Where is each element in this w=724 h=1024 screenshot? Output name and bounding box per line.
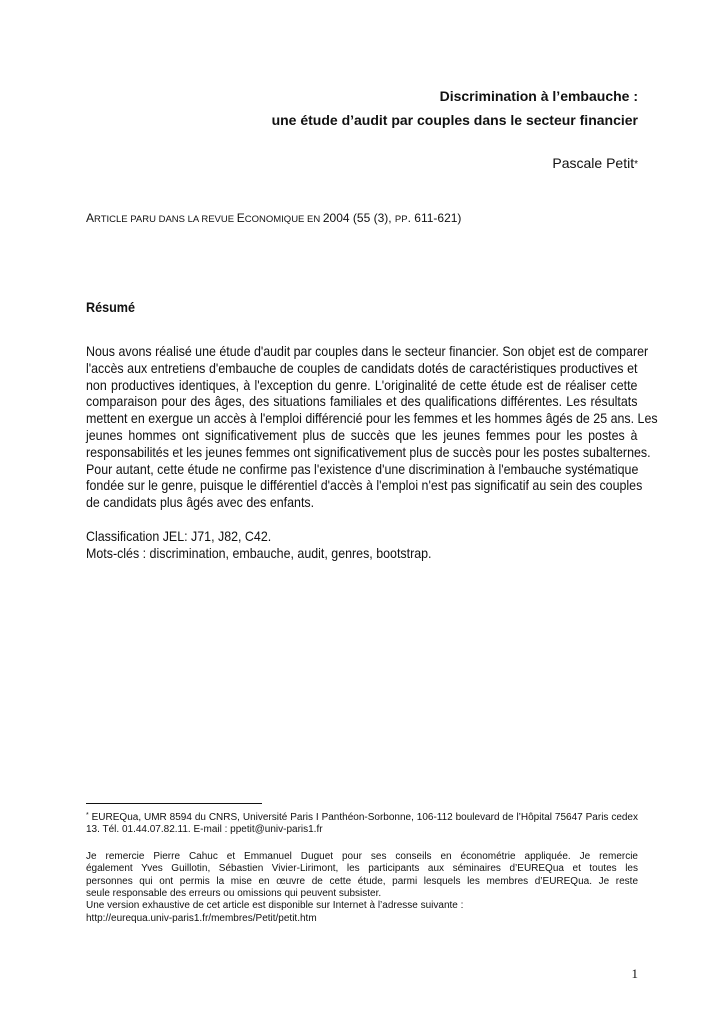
acknowledgment-line: seule responsable des erreurs ou omissions qui peuvent subsister. xyxy=(86,888,382,900)
abstract-heading: Résumé xyxy=(86,299,136,315)
ref-volume: 2004 (55 (3), xyxy=(322,211,395,225)
author-footnote-mark: * xyxy=(634,159,638,170)
abstract-line: fondée sur le genre, puisque le différentiel d'accès à l'emploi n'est pas significatif au sein des couples xyxy=(86,477,643,494)
acknowledgment-line: également Yves Guillotin, Sébastien Vivier-Lirimont, les participants aux séminaires d’EUREQua et toutes les xyxy=(86,863,638,875)
ref-cap-e: E xyxy=(236,211,245,225)
footnote-affiliation-text: EUREQua, UMR 8594 du CNRS, Université Paris I Panthéon-Sorbonne, 106-112 boulevard de l’Hôpital 75647 Paris cedex 13. Tél. 01.44.07.82.11. E-mail : ppetit@univ-paris1.fr xyxy=(86,812,638,836)
footnote-affiliation xyxy=(86,810,638,837)
abstract-line: jeunes hommes ont significativement plus de succès que les jeunes femmes pour les postes à xyxy=(86,426,638,443)
footnote-separator xyxy=(86,803,262,804)
abstract-line: comparaison pour des âges, des situations familiales et des qualifications différentes. Les résultats xyxy=(86,393,638,410)
ref-cap-a: A xyxy=(86,211,95,225)
abstract-line: Pour autant, cette étude ne confirme pas l'existence d'une discrimination à l'embauche systématique xyxy=(86,460,639,477)
footnotes xyxy=(86,810,638,925)
page-number: 1 xyxy=(631,966,638,981)
title-line-1: Discrimination à l’embauche : xyxy=(439,88,638,104)
author-name xyxy=(552,155,638,171)
ref-smallcaps-1: RTICLE PARU DANS LA REVUE xyxy=(94,214,237,225)
jel-classification: Classification JEL: J71, J82, C42. xyxy=(86,528,272,544)
ref-pages: . 611-621) xyxy=(407,211,462,225)
abstract-line: responsabilités et les jeunes femmes ont significativement plus de succès pour les postes subalternes. xyxy=(86,443,651,460)
author-name-text: Pascale Petit xyxy=(552,155,635,171)
online-version-url[interactable]: http://eurequa.univ-paris1.fr/membres/Petit/petit.htm xyxy=(86,912,317,924)
acknowledgment-line: personnes qui ont permis la mise en œuvre de cette étude, parmi lesquels les membres d’EUREQua. Je reste xyxy=(86,875,638,887)
online-version-note xyxy=(86,900,638,925)
acknowledgments xyxy=(86,851,638,901)
classification-block xyxy=(86,528,432,562)
abstract-line: mettent en exergue un accès à l'emploi différencié pour les femmes et les hommes âgés de 25 ans. Les xyxy=(86,410,658,427)
abstract-line: l'accès aux entretiens d'embauche de couples de candidats dotés de caractéristiques productives et xyxy=(86,359,638,376)
abstract-line: non productives identiques, à l'exception du genre. L'originalité de cette étude est de réaliser cette xyxy=(86,376,638,393)
online-version-text: Une version exhaustive de cet article est disponible sur Internet à l’adresse suivante : xyxy=(86,900,464,912)
ref-pp: PP xyxy=(394,214,408,225)
footnote-mark: * xyxy=(86,812,89,819)
keywords: Mots-clés : discrimination, embauche, audit, genres, bootstrap. xyxy=(86,544,432,561)
ref-smallcaps-2: CONOMIQUE EN xyxy=(244,214,323,225)
acknowledgment-line: Je remercie Pierre Cahuc et Emmanuel Duguet pour ses conseils en économétrie appliquée. Je remercie xyxy=(86,850,638,862)
abstract-line: Nous avons réalisé une étude d'audit par couples dans le secteur financier. Son objet est de comparer xyxy=(86,343,649,359)
title-line-2: une étude d’audit par couples dans le secteur financier xyxy=(271,112,638,128)
publication-reference xyxy=(86,211,461,225)
abstract-line: de candidats plus âgés avec des enfants. xyxy=(86,494,315,511)
abstract-paragraph xyxy=(86,343,658,511)
